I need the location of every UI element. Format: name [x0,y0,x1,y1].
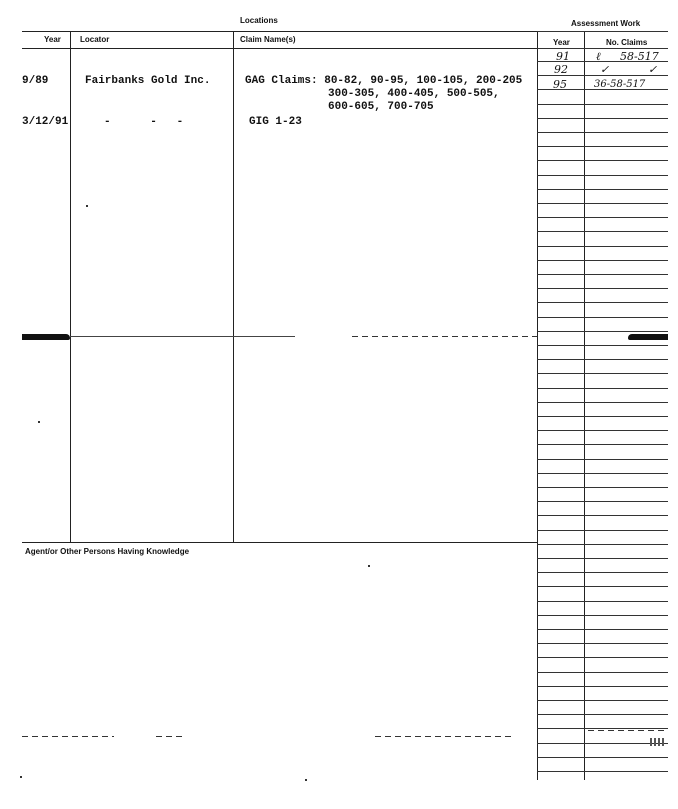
fold-mark-left [22,334,70,340]
assessment-row-rule [537,601,668,602]
aw-row-3-year: 95 [553,78,567,91]
assessment-work-heading: Assessment Work [571,19,641,28]
assessment-row-rule [537,657,668,658]
assessment-row-rule [537,558,668,559]
assessment-row-rule [537,118,668,119]
aw-row-2-mark: ✓ [600,63,610,76]
assessment-row-rule [537,345,668,346]
assessment-row-rule [537,615,668,616]
assessment-row-rule [537,643,668,644]
assessment-row-rule [537,274,668,275]
entry-2-year: 3/12/91 [22,116,69,128]
assessment-row-rule [537,700,668,701]
claims-assessment-divider [537,31,538,780]
speck [20,776,22,778]
assessment-row-rule [537,430,668,431]
assessment-row-rule [537,487,668,488]
assessment-row-rule [537,317,668,318]
speck [86,205,88,207]
assessment-row-rule [537,544,668,545]
fold-mark-right [628,334,668,340]
assessment-row-rule [537,31,668,32]
assessment-row-rule [537,629,668,630]
assessment-row-rule [537,714,668,715]
entry-1-locator: Fairbanks Gold Inc. [85,75,211,87]
assessment-row-rule [537,359,668,360]
aw-row-1-year: 91 [556,50,570,63]
assessment-row-rule [537,501,668,502]
locator-claims-divider [233,31,234,542]
assessment-row-rule [537,104,668,105]
scan-line-4 [588,730,668,731]
scan-line-2 [156,736,186,737]
col-aw-year-header: Year [553,38,570,47]
year-locator-divider [70,31,71,542]
col-no-claims-header: No. Claims [606,38,648,47]
entry-1-claims-line2: 300-305, 400-405, 500-505, [328,88,500,100]
assessment-row-rule [537,146,668,147]
assessment-row-rule [537,586,668,587]
assessment-row-rule [537,743,668,744]
assessment-row-rule [537,672,668,673]
locations-heading: Locations [240,16,278,25]
assessment-row-rule [537,459,668,460]
speck [368,565,370,567]
agent-section-rule [22,542,537,543]
assessment-row-rule [537,231,668,232]
scan-noise [650,738,664,746]
assessment-row-rule [537,246,668,247]
assessment-row-rule [537,373,668,374]
assessment-row-rule [537,331,668,332]
fold-line-left [70,336,295,337]
assessment-row-rule [537,160,668,161]
assessment-row-rule [537,572,668,573]
aw-row-1-claims: 58-517 [620,50,659,63]
scan-line-3 [375,736,515,737]
assessment-row-rule [537,530,668,531]
assessment-row-rule [537,302,668,303]
entry-2-locator: - - - [104,116,184,128]
speck [38,421,40,423]
assessment-row-rule [537,217,668,218]
assessment-row-rule [537,388,668,389]
header-bottom-rule [22,48,537,49]
assessment-row-rule [537,416,668,417]
assessment-row-rule [537,728,668,729]
col-year-header: Year [44,35,61,44]
col-claim-names-header: Claim Name(s) [240,35,296,44]
fold-line-right [352,336,537,337]
aw-row-1-mark: ℓ [596,50,601,63]
aw-row-2-year: 92 [554,63,568,76]
entry-1-claims-line3: 600-605, 700-705 [328,101,434,113]
aw-year-claims-divider [584,31,585,780]
assessment-row-rule [537,757,668,758]
assessment-row-rule [537,771,668,772]
entry-2-claims-line1: GIG 1-23 [249,116,302,128]
speck [305,779,307,781]
assessment-row-rule [537,288,668,289]
assessment-row-rule [537,402,668,403]
assessment-row-rule [537,444,668,445]
scan-line-1 [22,736,114,737]
agent-section-label: Agent/or Other Persons Having Knowledge [25,547,190,556]
assessment-row-rule [537,132,668,133]
aw-row-2-claims: ✓ [648,63,658,76]
assessment-row-rule [537,175,668,176]
entry-1-claims-line1: GAG Claims: 80-82, 90-95, 100-105, 200-205 [245,75,523,87]
assessment-row-rule [537,203,668,204]
assessment-row-rule [537,515,668,516]
assessment-row-rule [537,48,668,49]
assessment-row-rule [537,473,668,474]
entry-1-year: 9/89 [22,75,49,87]
aw-row-3-claims: 36-58-517 [594,79,646,90]
col-locator-header: Locator [80,35,110,44]
assessment-row-rule [537,260,668,261]
assessment-row-rule [537,686,668,687]
assessment-row-rule [537,189,668,190]
